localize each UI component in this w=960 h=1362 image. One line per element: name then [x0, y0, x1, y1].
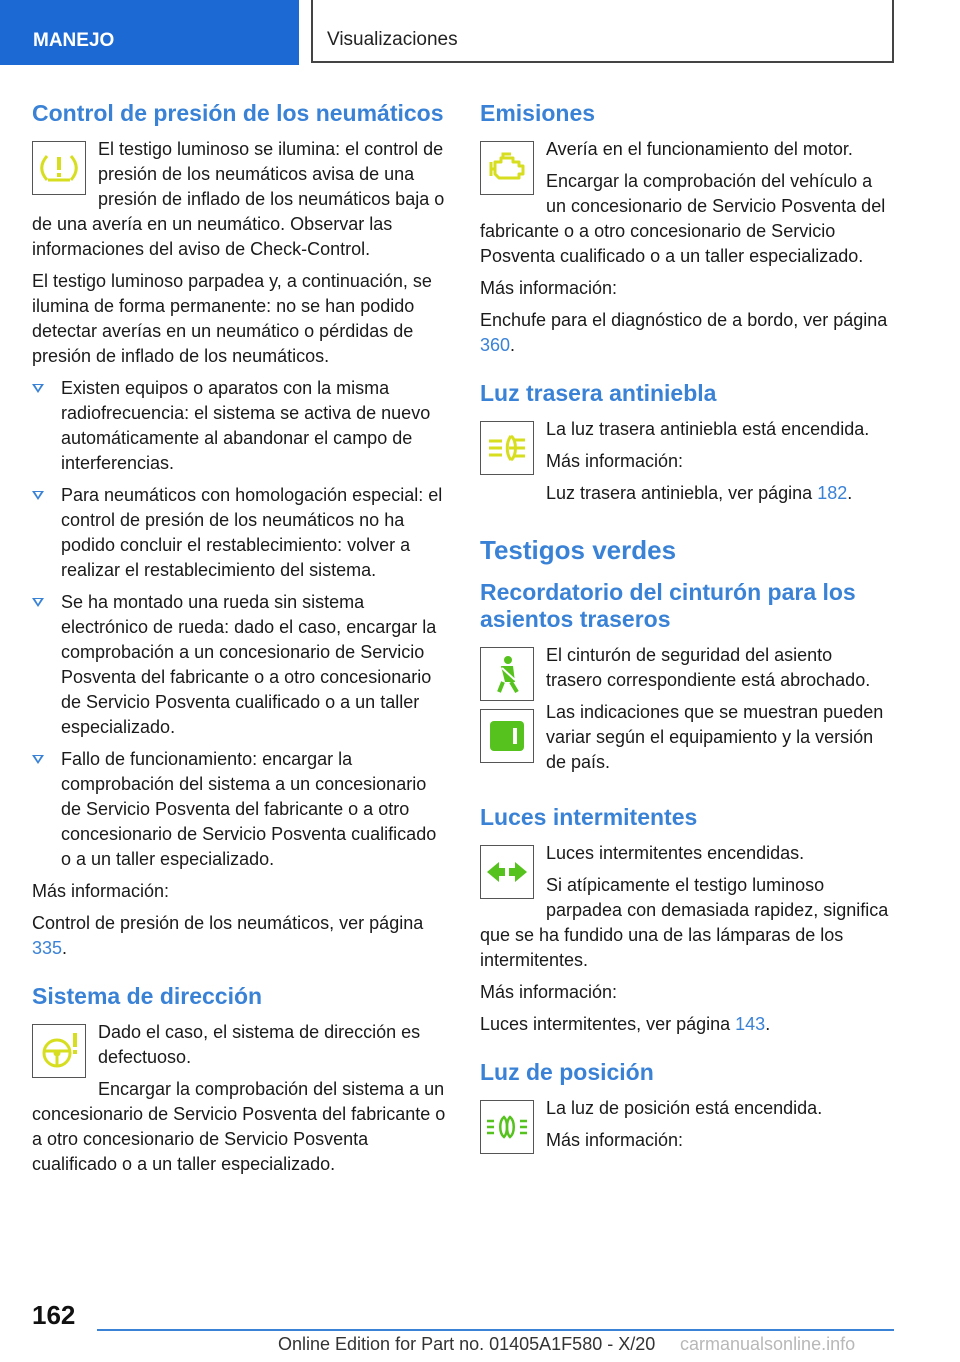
list-item: Existen equipos o aparatos con la misma radiofrecuencia: el sistema se activa de nuevo automáticamente al abandonar el campo de interferencias. [32, 376, 446, 476]
list-item: Fallo de funcionamiento: encargar la comprobación del sistema a un concesionario de Servicio Posventa del fabricante o a otro concesionario de Servicio Posventa cualificado o a un taller especializado. [32, 747, 446, 872]
emissions-page-link[interactable]: 360 [480, 335, 511, 355]
tpms-section [32, 100, 446, 961]
section-label: MANEJO [33, 30, 115, 51]
tpms-paragraph-2: El testigo luminoso parpadea y, a continuación, se ilumina de forma permanente: no se han podido detectar averías en un neumático o pérdidas de presión de inflado de los neumáticos. [32, 271, 432, 366]
rear-fog-section [480, 380, 890, 513]
tpms-reference: Control de presión de los neumáticos, ver página 335. [32, 913, 424, 958]
green-lights-title: Testigos verdes [480, 535, 677, 565]
section-tab [0, 0, 299, 65]
triangle-bullet-icon [32, 755, 44, 764]
belt-paragraph-2: Las indicaciones que se muestran pueden variar según el equipamiento y la versión de país. [546, 702, 884, 772]
tire-pressure-warning-icon [32, 141, 86, 195]
list-item: Se ha montado una rueda sin sistema electrónico de rueda: dado el caso, encargar la comprobación a un concesionario de Servicio Posventa del fabricante o a otro concesionario de Servicio Posventa cualificado o a un taller especializado. [32, 590, 446, 740]
page-number: 162 [32, 1300, 76, 1330]
emissions-reference: Enchufe para el diagnóstico de a bordo, ver página 360. [480, 310, 888, 355]
emissions-more-info: Más información: [480, 278, 618, 298]
rear-fog-page-link[interactable]: 182 [817, 483, 848, 503]
steering-warning-icon [32, 1024, 86, 1078]
tpms-title: Control de presión de los neumáticos [32, 100, 444, 126]
rear-fog-paragraph-1: La luz trasera antiniebla está encendida. [546, 419, 870, 439]
watermark: carmanualsonline.info [680, 1334, 856, 1354]
steering-title: Sistema de dirección [32, 983, 263, 1009]
belt-reminder-title: Recordatorio del cinturón para los asientos traseros [480, 579, 856, 632]
turn-reference: Luces intermitentes, ver página 143. [480, 1014, 771, 1034]
emissions-paragraph-1: Avería en el funcionamiento del motor. [546, 139, 853, 159]
seatbelt-fastened-icon [480, 647, 534, 701]
position-light-icon [480, 1100, 534, 1154]
rear-fog-title: Luz trasera antiniebla [480, 380, 717, 406]
chapter-box [311, 0, 894, 63]
tpms-page-link[interactable]: 335 [32, 938, 63, 958]
steering-paragraph-2: Encargar la comprobación del sistema a un concesionario de Servicio Posventa del fabricante o a otro concesionario de Servicio Posventa cualificado o a un taller especializado. [32, 1079, 446, 1174]
footer-divider [97, 1329, 894, 1331]
turn-more-info: Más información: [480, 982, 618, 1002]
turn-paragraph-1: Luces intermitentes encendidas. [546, 843, 805, 863]
chapter-title: Visualizaciones [327, 29, 458, 50]
rear-seatbelt-indicator-icon [480, 709, 534, 763]
emissions-section [480, 100, 890, 358]
triangle-bullet-icon [32, 384, 44, 393]
right-column [480, 100, 890, 1182]
edition-text: Online Edition for Part no. 01405A1F580 - X/20 [278, 1334, 656, 1354]
position-light-section [480, 1059, 890, 1160]
steering-paragraph-1: Dado el caso, el sistema de dirección es defectuoso. [98, 1022, 421, 1067]
position-light-title: Luz de posición [480, 1059, 654, 1085]
left-column [32, 100, 446, 1206]
triangle-bullet-icon [32, 491, 44, 500]
turn-signal-title: Luces intermitentes [480, 804, 698, 830]
tpms-bullet-list [32, 376, 446, 872]
emissions-title: Emisiones [480, 100, 596, 126]
steering-section [32, 983, 446, 1184]
list-item: Para neumáticos con homologación especial: el control de presión de los neumáticos no ha podido concluir el restablecimiento: volver a realizar el restablecimiento del sistema. [32, 483, 446, 583]
engine-check-icon [480, 141, 534, 195]
triangle-bullet-icon [32, 598, 44, 607]
tpms-paragraph-1: El testigo luminoso se ilumina: el control de presión de los neumáticos avisa de una presión de inflado de los neumáticos baja o de una avería en un neumático. Observar las informaciones del aviso de Check-Control. [32, 139, 445, 259]
turn-signal-section [480, 804, 890, 1037]
turn-paragraph-2: Si atípicamente el testigo luminoso parpadea con demasiada rapidez, significa que se ha fundido una de las lámparas de los intermitentes. [480, 875, 889, 970]
tpms-more-info: Más información: [32, 881, 170, 901]
rear-fog-more-info: Más información: [546, 451, 684, 471]
position-paragraph-1: La luz de posición está encendida. [546, 1098, 823, 1118]
rear-fog-reference: Luz trasera antiniebla, ver página 182. [546, 483, 853, 503]
belt-reminder-section [480, 579, 890, 782]
belt-paragraph-1: El cinturón de seguridad del asiento trasero correspondiente está abrochado. [546, 645, 871, 690]
turn-signal-arrows-icon [480, 845, 534, 899]
position-more-info: Más información: [546, 1130, 684, 1150]
turn-page-link[interactable]: 143 [735, 1014, 766, 1034]
rear-fog-light-icon [480, 421, 534, 475]
emissions-paragraph-2: Encargar la comprobación del vehículo a un concesionario de Servicio Posventa del fabricante o a otro concesionario de Servicio Posventa cualificado o a un taller especializado. [480, 171, 886, 266]
page-header [0, 0, 960, 66]
